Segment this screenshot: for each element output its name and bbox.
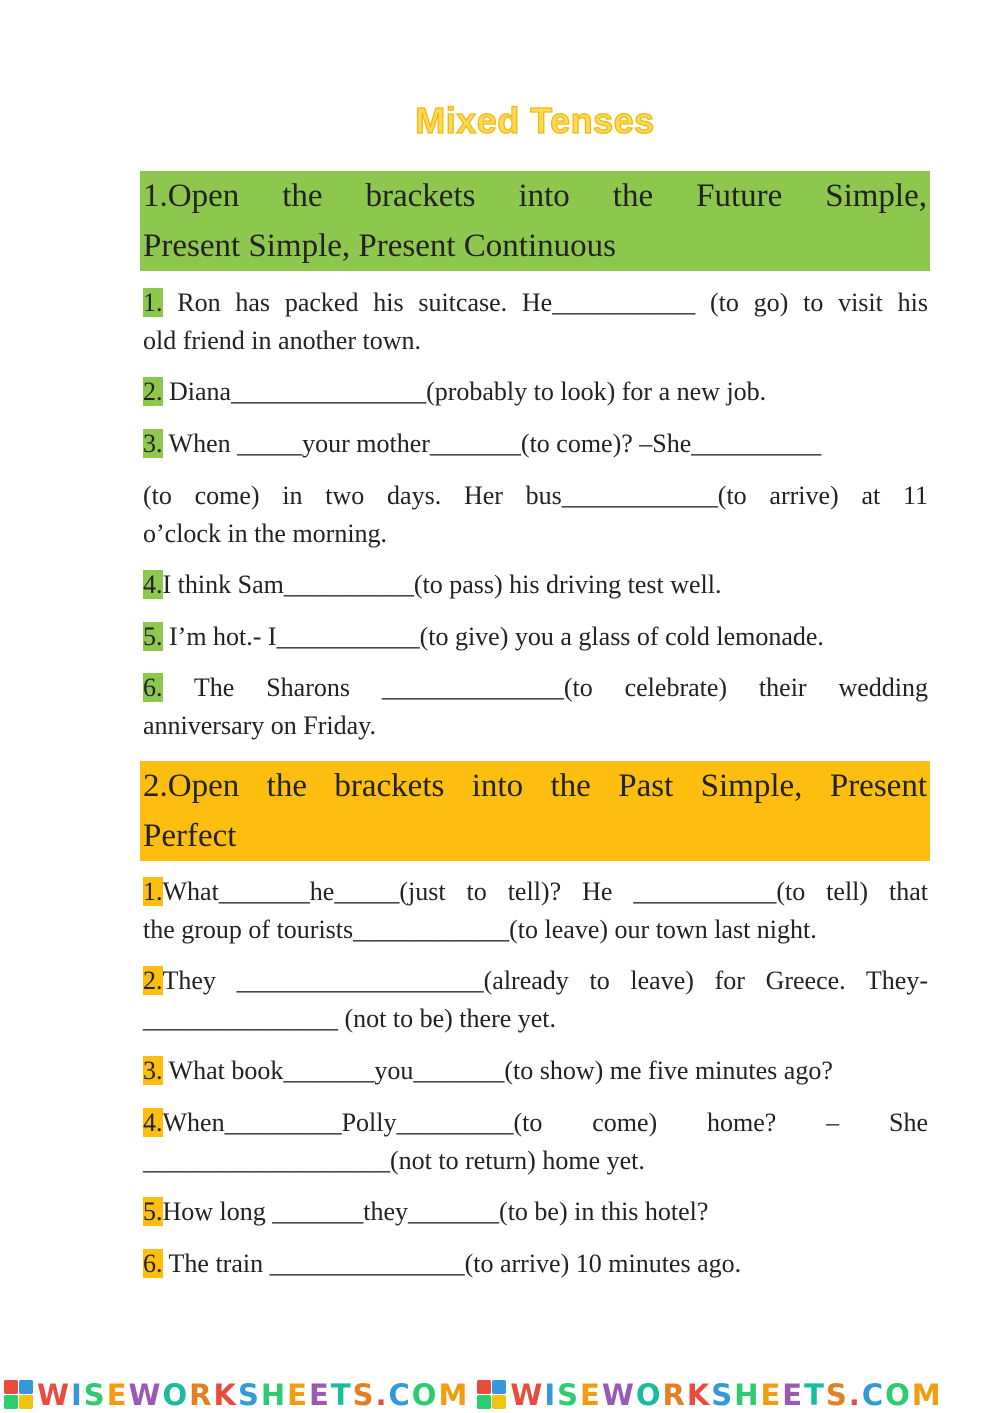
item-number: 5. (143, 622, 163, 651)
item-text-continued: _______________ (not to be) there yet. (143, 1004, 557, 1033)
logo-icon (477, 1380, 506, 1409)
item-text-continued: o’clock in the morning. (143, 519, 388, 548)
item-text: The Sharons ______________(to celebrate) their wedding (162, 673, 928, 702)
page-title: Mixed Tenses (415, 100, 655, 141)
item-text: When _____your mother_______(to come)? –She__________ (162, 429, 822, 458)
exercise-2-item-3 (143, 1052, 928, 1090)
footer-watermark (0, 1376, 1000, 1413)
item-number: 3. (143, 429, 163, 458)
item-number: 1. (143, 877, 163, 906)
item-text: (to come) in two days. Her bus____________(to arrive) at 11 (143, 481, 928, 510)
item-number: 2. (143, 377, 163, 406)
exercise-1-item-1 (143, 284, 928, 360)
exercise-2-item-4 (143, 1104, 928, 1180)
brand-mark (477, 1378, 942, 1412)
logo-icon (4, 1380, 33, 1409)
exercise-2-item-6 (143, 1245, 928, 1283)
item-number: 4. (143, 1108, 163, 1137)
item-text: Diana_______________(probably to look) for a new job. (162, 377, 767, 406)
brand-text: WISEWORKSHEETS.COM (510, 1377, 943, 1412)
item-text: What_______he_____(just to tell)? He ___________(to tell) that (162, 877, 928, 906)
item-text: I think Sam__________(to pass) his driving test well. (162, 570, 722, 599)
item-text-continued: the group of tourists____________(to leave) our town last night. (143, 915, 817, 944)
section-1-heading (140, 171, 930, 271)
section-2-heading-line-1: 2.Open the brackets into the Past Simple, Present (143, 768, 927, 804)
exercise-1-item-6 (143, 669, 928, 745)
exercise-1-item-5 (143, 618, 928, 656)
item-text-continued: ___________________(not to return) home yet. (143, 1146, 645, 1175)
exercise-1-item-2 (143, 373, 928, 411)
exercise-2-item-1 (143, 873, 928, 949)
brand-text: WISEWORKSHEETS.COM (37, 1377, 470, 1412)
item-number: 6. (143, 673, 163, 702)
section-1-heading-line-2: Present Simple, Present Continuous (143, 228, 616, 264)
section-2-heading (140, 761, 930, 861)
item-number: 2. (143, 966, 163, 995)
item-text-continued: anniversary on Friday. (143, 711, 376, 740)
item-text: When_________Polly_________(to come) home? – She (162, 1108, 928, 1137)
exercise-1-item-3 (143, 425, 928, 463)
item-text: I’m hot.- I___________(to give) you a glass of cold lemonade. (162, 622, 824, 651)
item-number: 5. (143, 1197, 163, 1226)
item-text: Ron has packed his suitcase. He___________ (to go) to visit his (162, 288, 928, 317)
item-text: The train _______________(to arrive) 10 minutes ago. (162, 1249, 742, 1278)
exercise-2-item-2 (143, 962, 928, 1038)
exercise-1-item-3-continued (143, 477, 928, 553)
item-number: 4. (143, 570, 163, 599)
exercise-2-item-5 (143, 1193, 928, 1231)
item-number: 3. (143, 1056, 163, 1085)
item-text: What book_______you_______(to show) me five minutes ago? (162, 1056, 833, 1085)
exercise-1-item-4 (143, 566, 928, 604)
item-number: 1. (143, 288, 163, 317)
section-2-heading-line-2: Perfect (143, 818, 237, 854)
brand-mark (4, 1378, 469, 1412)
item-text: How long _______they_______(to be) in this hotel? (162, 1197, 709, 1226)
section-1-heading-line-1: 1.Open the brackets into the Future Simple, (143, 178, 927, 214)
item-number: 6. (143, 1249, 163, 1278)
item-text: They ___________________(already to leave) for Greece. They- (162, 966, 928, 995)
item-text-continued: old friend in another town. (143, 326, 421, 355)
